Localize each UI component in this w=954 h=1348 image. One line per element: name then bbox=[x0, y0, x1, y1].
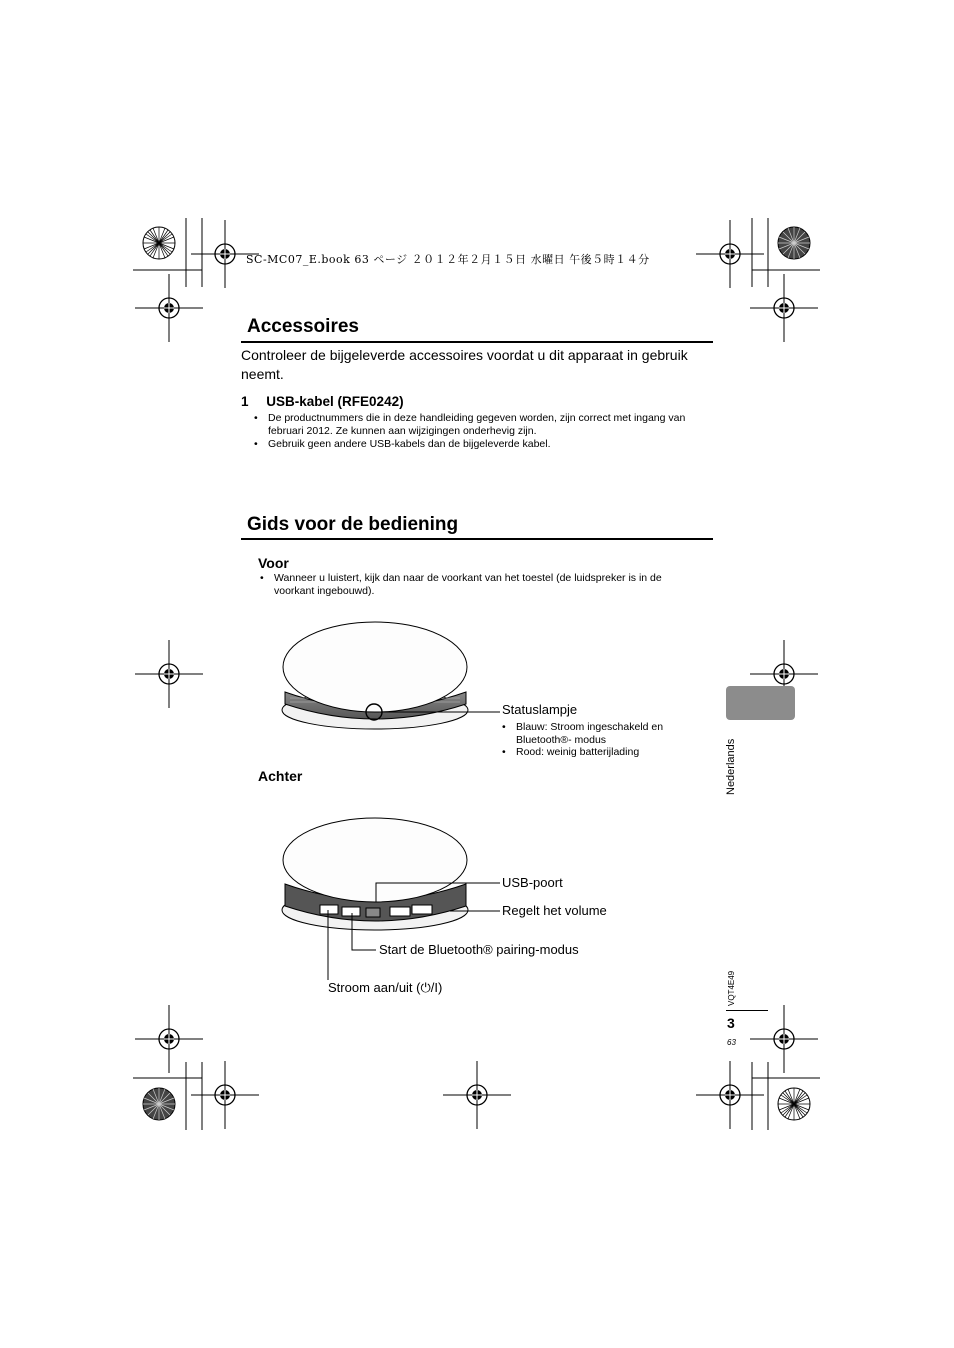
print-header: SC-MC07_E.book 63 ページ ２０１２年２月１５日 水曜日 午後５時１４分 bbox=[246, 253, 650, 266]
page-number: 3 bbox=[727, 1015, 735, 1031]
bluetooth-pairing-label: Start de Bluetooth® pairing-modus bbox=[379, 942, 579, 957]
voor-note bbox=[260, 572, 700, 598]
language-label: Nederlands bbox=[725, 738, 737, 795]
power-label: Stroom aan/uit (⏻/I) bbox=[328, 980, 443, 995]
status-bullets bbox=[502, 721, 697, 759]
accessoires-notes bbox=[254, 412, 714, 451]
section-rule bbox=[241, 538, 713, 540]
page-rule bbox=[726, 1010, 768, 1011]
volume-label: Regelt het volume bbox=[502, 903, 607, 918]
accessory-item-number: 1 bbox=[241, 394, 249, 409]
accessory-item-label: USB-kabel (RFE0242) bbox=[266, 394, 404, 409]
section-rule bbox=[241, 341, 713, 343]
note-item: • Wanneer u luistert, kijk dan naar de voorkant van het toestel (de luidspreker is in de voorkant ingebouwd). bbox=[260, 572, 700, 598]
status-light-label: Statuslampje bbox=[502, 702, 578, 717]
subheading-achter: Achter bbox=[258, 768, 303, 784]
document-code: VQT4E49 bbox=[727, 970, 736, 1006]
subheading-voor: Voor bbox=[258, 555, 289, 571]
status-bullet: • Rood: weinig batterijlading bbox=[502, 746, 697, 759]
usb-port-label: USB-poort bbox=[502, 875, 563, 890]
language-tab bbox=[726, 686, 795, 720]
status-bullet: • Blauw: Stroom ingeschakeld en Bluetooth®- modus bbox=[502, 721, 697, 746]
accessoires-intro: Controleer de bijgeleverde accessoires voordat u dit apparaat in gebruik neemt. bbox=[241, 347, 688, 382]
status-leader-line bbox=[380, 700, 500, 720]
rear-leader-lines bbox=[320, 880, 505, 990]
note-item: • De productnummers die in deze handleiding gegeven worden, zijn correct met ingang van februari 2012. Ze kunnen aan wijzigingen onderhevig zijn. bbox=[254, 412, 714, 438]
accessory-item bbox=[241, 394, 404, 409]
section-title-gids: Gids voor de bediening bbox=[247, 514, 459, 535]
section-title-accessoires: Accessoires bbox=[247, 316, 359, 337]
note-item: • Gebruik geen andere USB-kabels dan de bijgeleverde kabel. bbox=[254, 438, 714, 451]
book-page-number: 63 bbox=[727, 1038, 736, 1047]
